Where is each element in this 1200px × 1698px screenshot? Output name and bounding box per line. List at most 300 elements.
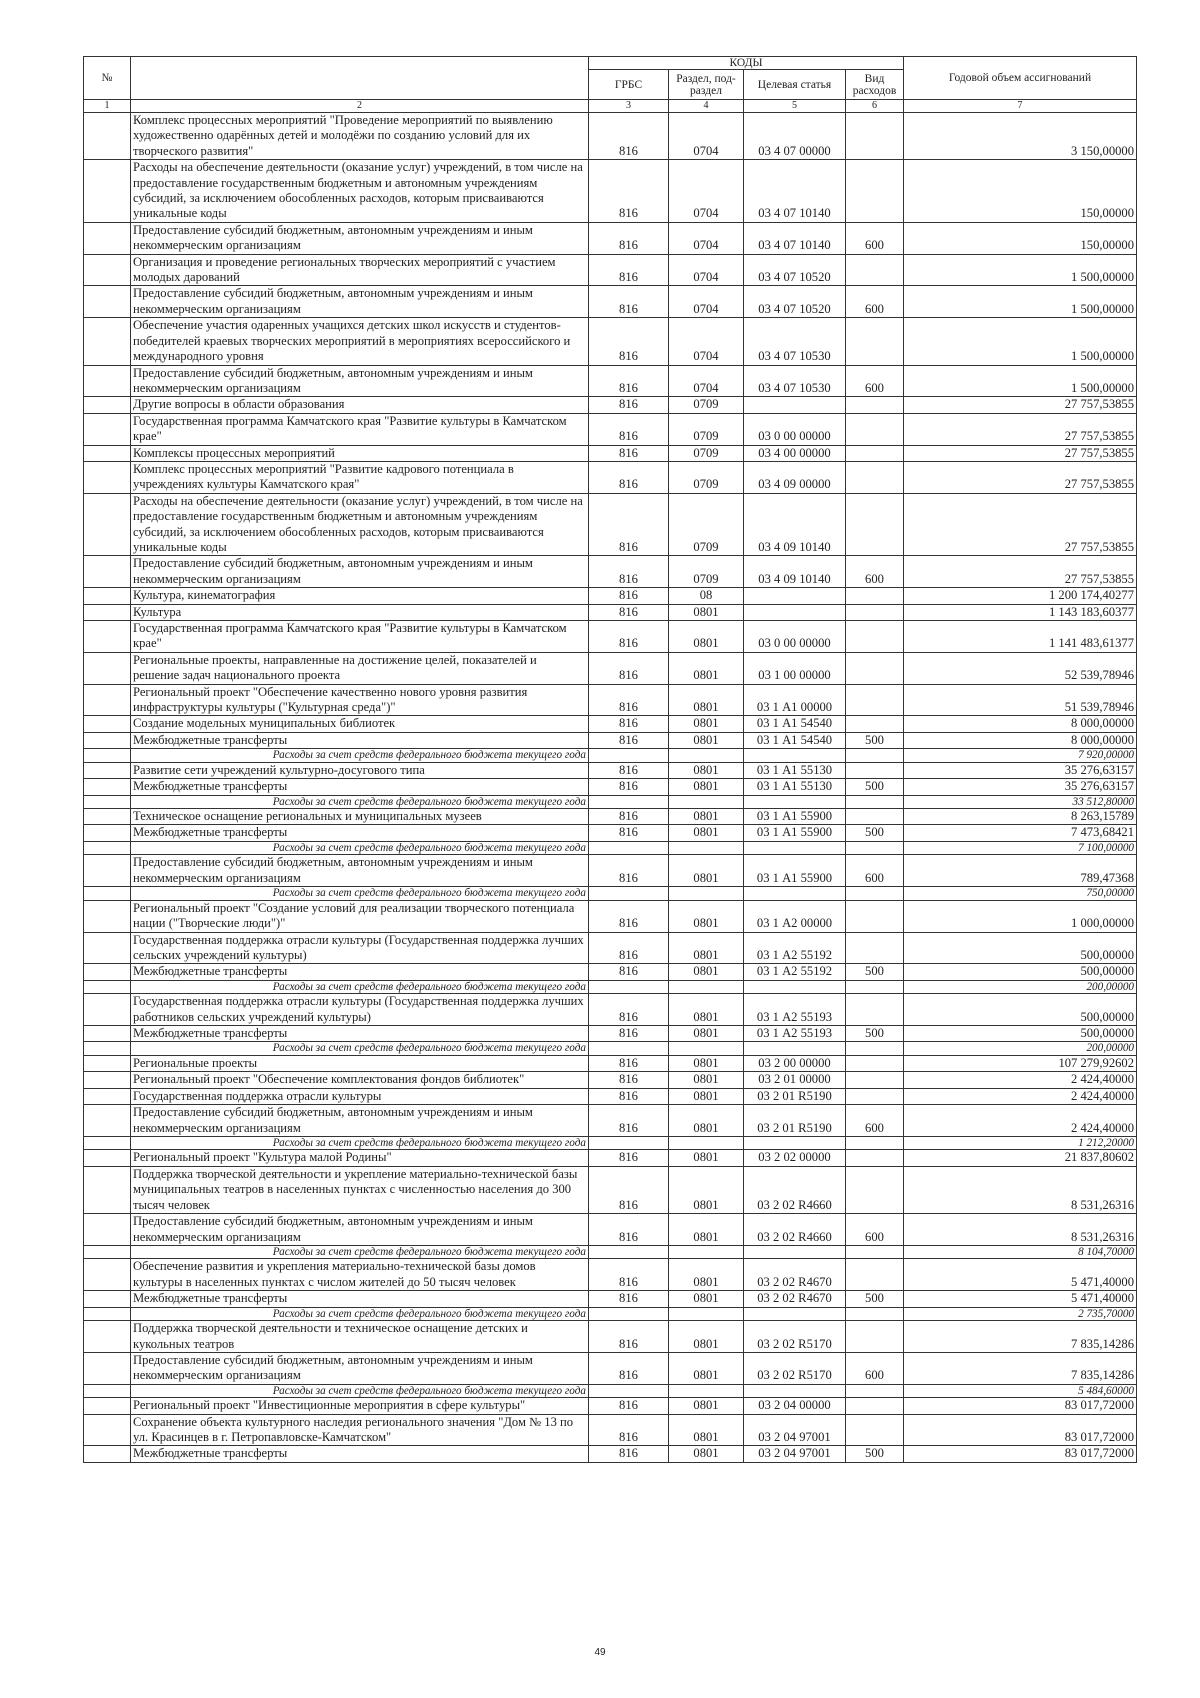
row-target-cell: 03 1 00 00000 [744, 652, 846, 684]
table-row [84, 1398, 1137, 1414]
federal-note-row [84, 887, 1137, 901]
column-index: 1 [84, 100, 131, 113]
row-amount-cell: 8 000,00000 [904, 716, 1137, 732]
row-section-cell: 0709 [669, 556, 744, 588]
row-grbs-cell: 816 [589, 286, 669, 318]
row-grbs-cell [589, 1384, 669, 1398]
row-name-cell: Региональный проект "Обеспечение качественно нового уровня развития инфраструктуры культуры ("Культурная среда")" [131, 684, 589, 716]
row-kind-cell [846, 994, 904, 1026]
row-grbs-cell: 816 [589, 684, 669, 716]
row-section-cell [669, 887, 744, 901]
header-codes: КОДЫ [589, 57, 904, 70]
row-grbs-cell [589, 1245, 669, 1259]
row-number-cell [84, 461, 131, 493]
row-name-cell: Расходы за счет средств федерального бюджета текущего года [131, 980, 589, 994]
row-grbs-cell: 816 [589, 318, 669, 365]
row-grbs-cell: 816 [589, 365, 669, 397]
row-grbs-cell: 816 [589, 113, 669, 160]
row-grbs-cell: 816 [589, 762, 669, 778]
row-name-cell: Межбюджетные трансферты [131, 732, 589, 748]
row-name-cell: Межбюджетные трансферты [131, 1446, 589, 1462]
row-target-cell: 03 0 00 00000 [744, 413, 846, 445]
row-name-cell: Другие вопросы в области образования [131, 397, 589, 413]
row-kind-cell [846, 604, 904, 620]
row-section-cell [669, 795, 744, 809]
table-row [84, 445, 1137, 461]
row-amount-cell: 7 835,14286 [904, 1321, 1137, 1353]
row-name-cell: Межбюджетные трансферты [131, 1026, 589, 1042]
federal-note-row [84, 1245, 1137, 1259]
table-row [84, 413, 1137, 445]
row-kind-cell: 500 [846, 1291, 904, 1307]
table-row [84, 825, 1137, 841]
row-section-cell: 08 [669, 588, 744, 604]
row-target-cell [744, 1136, 846, 1150]
row-amount-cell: 789,47368 [904, 855, 1137, 887]
header-kind: Вид расходов [846, 70, 904, 100]
row-section-cell [669, 1245, 744, 1259]
row-grbs-cell [589, 887, 669, 901]
row-number-cell [84, 113, 131, 160]
table-row [84, 365, 1137, 397]
row-target-cell: 03 2 02 R4660 [744, 1166, 846, 1213]
row-section-cell: 0801 [669, 604, 744, 620]
column-index: 2 [131, 100, 589, 113]
row-kind-cell [846, 493, 904, 556]
row-number-cell [84, 809, 131, 825]
row-section-cell: 0704 [669, 286, 744, 318]
table-row [84, 1166, 1137, 1213]
row-target-cell: 03 2 04 97001 [744, 1414, 846, 1446]
row-number-cell [84, 980, 131, 994]
row-kind-cell [846, 1088, 904, 1104]
row-name-cell: Предоставление субсидий бюджетным, автономным учреждениям и иным некоммерческим организациям [131, 855, 589, 887]
row-target-cell [744, 749, 846, 763]
table-row [84, 1259, 1137, 1291]
row-number-cell [84, 318, 131, 365]
row-number-cell [84, 493, 131, 556]
row-kind-cell: 500 [846, 732, 904, 748]
row-kind-cell: 600 [846, 365, 904, 397]
row-amount-cell: 500,00000 [904, 1026, 1137, 1042]
row-number-cell [84, 1055, 131, 1071]
row-section-cell: 0801 [669, 1259, 744, 1291]
row-section-cell: 0801 [669, 964, 744, 980]
header-annual-volume: Годовой объем ассигнований [904, 57, 1137, 100]
row-name-cell: Предоставление субсидий бюджетным, автономным учреждениям и иным некоммерческим организациям [131, 365, 589, 397]
federal-note-row [84, 1384, 1137, 1398]
row-kind-cell [846, 1136, 904, 1150]
row-name-cell: Расходы за счет средств федерального бюджета текущего года [131, 1384, 589, 1398]
row-number-cell [84, 887, 131, 901]
row-number-cell [84, 964, 131, 980]
row-name-cell: Предоставление субсидий бюджетным, автономным учреждениям и иным некоммерческим организациям [131, 286, 589, 318]
row-name-cell: Техническое оснащение региональных и муниципальных музеев [131, 809, 589, 825]
row-kind-cell [846, 841, 904, 855]
row-name-cell: Межбюджетные трансферты [131, 1291, 589, 1307]
row-grbs-cell: 816 [589, 732, 669, 748]
row-amount-cell: 500,00000 [904, 964, 1137, 980]
row-grbs-cell: 816 [589, 222, 669, 254]
row-number-cell [84, 445, 131, 461]
table-row [84, 1352, 1137, 1384]
row-target-cell: 03 4 09 00000 [744, 461, 846, 493]
row-section-cell: 0801 [669, 1105, 744, 1137]
table-row [84, 461, 1137, 493]
row-grbs-cell: 816 [589, 1026, 669, 1042]
row-target-cell: 03 4 07 10140 [744, 222, 846, 254]
row-name-cell: Организация и проведение региональных творческих мероприятий с участием молодых дарований [131, 254, 589, 286]
row-number-cell [84, 1321, 131, 1353]
row-grbs-cell: 816 [589, 994, 669, 1026]
row-number-cell [84, 556, 131, 588]
row-target-cell: 03 4 00 00000 [744, 445, 846, 461]
row-name-cell: Расходы за счет средств федерального бюджета текущего года [131, 887, 589, 901]
row-number-cell [84, 1214, 131, 1246]
row-number-cell [84, 779, 131, 795]
row-name-cell: Региональный проект "Культура малой Родины" [131, 1150, 589, 1166]
row-number-cell [84, 994, 131, 1026]
federal-note-row [84, 1307, 1137, 1321]
row-name-cell: Расходы за счет средств федерального бюджета текущего года [131, 749, 589, 763]
row-kind-cell [846, 749, 904, 763]
row-number-cell [84, 621, 131, 653]
row-target-cell: 03 2 01 R5190 [744, 1105, 846, 1137]
table-body [84, 113, 1137, 1463]
row-section-cell: 0801 [669, 1026, 744, 1042]
row-section-cell [669, 1384, 744, 1398]
row-name-cell: Региональные проекты [131, 1055, 589, 1071]
row-section-cell: 0801 [669, 1352, 744, 1384]
row-number-cell [84, 1026, 131, 1042]
row-amount-cell: 27 757,53855 [904, 493, 1137, 556]
row-target-cell [744, 841, 846, 855]
row-name-cell: Культура, кинематография [131, 588, 589, 604]
row-grbs-cell: 816 [589, 825, 669, 841]
row-grbs-cell: 816 [589, 932, 669, 964]
row-target-cell: 03 1 А1 55130 [744, 779, 846, 795]
table-row [84, 604, 1137, 620]
row-kind-cell [846, 795, 904, 809]
row-grbs-cell [589, 1136, 669, 1150]
row-target-cell [744, 795, 846, 809]
table-row [84, 254, 1137, 286]
row-name-cell: Государственная поддержка отрасли культуры [131, 1088, 589, 1104]
row-kind-cell: 500 [846, 964, 904, 980]
row-kind-cell: 600 [846, 1352, 904, 1384]
table-row [84, 160, 1137, 223]
row-name-cell: Развитие сети учреждений культурно-досугового типа [131, 762, 589, 778]
row-section-cell: 0801 [669, 855, 744, 887]
row-section-cell: 0801 [669, 932, 744, 964]
row-target-cell: 03 4 07 10530 [744, 365, 846, 397]
table-row [84, 900, 1137, 932]
row-amount-cell: 150,00000 [904, 160, 1137, 223]
row-target-cell: 03 1 А1 55130 [744, 762, 846, 778]
row-amount-cell: 52 539,78946 [904, 652, 1137, 684]
federal-note-row [84, 795, 1137, 809]
row-name-cell: Региональный проект "Инвестиционные мероприятия в сфере культуры" [131, 1398, 589, 1414]
row-name-cell: Региональные проекты, направленные на достижение целей, показателей и решение задач национального проекта [131, 652, 589, 684]
federal-note-row [84, 1136, 1137, 1150]
row-number-cell [84, 932, 131, 964]
column-index: 3 [589, 100, 669, 113]
row-amount-cell: 83 017,72000 [904, 1414, 1137, 1446]
header-name [131, 57, 589, 100]
table-row [84, 809, 1137, 825]
row-kind-cell [846, 716, 904, 732]
row-section-cell: 0704 [669, 318, 744, 365]
row-section-cell: 0801 [669, 1414, 744, 1446]
row-number-cell [84, 1136, 131, 1150]
row-amount-cell: 500,00000 [904, 932, 1137, 964]
row-amount-cell: 1 500,00000 [904, 286, 1137, 318]
table-row [84, 652, 1137, 684]
row-section-cell: 0801 [669, 1321, 744, 1353]
row-target-cell: 03 2 02 R5170 [744, 1321, 846, 1353]
row-amount-cell: 107 279,92602 [904, 1055, 1137, 1071]
row-name-cell: Расходы за счет средств федерального бюджета текущего года [131, 1042, 589, 1056]
row-grbs-cell: 816 [589, 855, 669, 887]
row-kind-cell: 600 [846, 222, 904, 254]
row-amount-cell: 27 757,53855 [904, 556, 1137, 588]
row-number-cell [84, 732, 131, 748]
row-number-cell [84, 1352, 131, 1384]
row-name-cell: Расходы на обеспечение деятельности (оказание услуг) учреждений, в том числе на предоставление государственным бюджетным и автономным учреждениям субсидий, за исключением обособленных расходов, которым присваиваются уникальные коды [131, 160, 589, 223]
row-amount-cell: 7 473,68421 [904, 825, 1137, 841]
column-index: 5 [744, 100, 846, 113]
row-target-cell: 03 2 04 00000 [744, 1398, 846, 1414]
row-name-cell: Государственная поддержка отрасли культуры (Государственная поддержка лучших сельских учреждений культуры) [131, 932, 589, 964]
row-name-cell: Межбюджетные трансферты [131, 825, 589, 841]
row-grbs-cell: 816 [589, 809, 669, 825]
row-grbs-cell: 816 [589, 1291, 669, 1307]
row-name-cell: Комплекс процессных мероприятий "Развитие кадрового потенциала в учреждениях культуры Камчатского края" [131, 461, 589, 493]
row-target-cell: 03 2 02 00000 [744, 1150, 846, 1166]
row-section-cell: 0801 [669, 684, 744, 716]
row-grbs-cell: 816 [589, 588, 669, 604]
row-grbs-cell: 816 [589, 1259, 669, 1291]
row-section-cell: 0704 [669, 222, 744, 254]
table-row [84, 779, 1137, 795]
row-section-cell: 0704 [669, 254, 744, 286]
row-name-cell: Предоставление субсидий бюджетным, автономным учреждениям и иным некоммерческим организациям [131, 1105, 589, 1137]
row-number-cell [84, 716, 131, 732]
column-index: 4 [669, 100, 744, 113]
row-amount-cell: 5 471,40000 [904, 1291, 1137, 1307]
row-kind-cell: 600 [846, 1105, 904, 1137]
row-section-cell: 0801 [669, 994, 744, 1026]
table-row [84, 621, 1137, 653]
row-amount-cell: 83 017,72000 [904, 1398, 1137, 1414]
row-amount-cell: 7 920,00000 [904, 749, 1137, 763]
row-section-cell: 0801 [669, 1291, 744, 1307]
table-row [84, 684, 1137, 716]
row-number-cell [84, 413, 131, 445]
row-grbs-cell [589, 841, 669, 855]
row-kind-cell [846, 318, 904, 365]
row-section-cell: 0709 [669, 397, 744, 413]
row-amount-cell: 750,00000 [904, 887, 1137, 901]
row-section-cell: 0801 [669, 621, 744, 653]
row-number-cell [84, 825, 131, 841]
row-grbs-cell: 816 [589, 397, 669, 413]
row-number-cell [84, 1166, 131, 1213]
row-grbs-cell: 816 [589, 1321, 669, 1353]
row-section-cell: 0704 [669, 365, 744, 397]
row-target-cell: 03 1 А1 00000 [744, 684, 846, 716]
row-name-cell: Предоставление субсидий бюджетным, автономным учреждениям и иным некоммерческим организациям [131, 556, 589, 588]
row-section-cell: 0801 [669, 652, 744, 684]
row-target-cell: 03 1 А2 00000 [744, 900, 846, 932]
row-number-cell [84, 1150, 131, 1166]
row-grbs-cell: 816 [589, 1088, 669, 1104]
row-section-cell: 0801 [669, 1214, 744, 1246]
table-row [84, 964, 1137, 980]
table-row [84, 932, 1137, 964]
row-section-cell: 0801 [669, 825, 744, 841]
row-kind-cell [846, 1072, 904, 1088]
table-row [84, 1088, 1137, 1104]
row-target-cell: 03 2 02 R5170 [744, 1352, 846, 1384]
row-number-cell [84, 1307, 131, 1321]
budget-table-sheet [83, 56, 1136, 1463]
row-kind-cell [846, 1259, 904, 1291]
row-name-cell: Сохранение объекта культурного наследия регионального значения "Дом № 13 по ул. Красинцев в г. Петропавловске-Камчатском" [131, 1414, 589, 1446]
row-number-cell [84, 1042, 131, 1056]
row-kind-cell [846, 397, 904, 413]
row-name-cell: Государственная поддержка отрасли культуры (Государственная поддержка лучших работников сельских учреждений культуры) [131, 994, 589, 1026]
table-row [84, 1446, 1137, 1462]
table-row [84, 1150, 1137, 1166]
header-target: Целевая статья [744, 70, 846, 100]
row-amount-cell: 2 424,40000 [904, 1072, 1137, 1088]
row-section-cell [669, 749, 744, 763]
row-target-cell: 03 1 А1 55900 [744, 855, 846, 887]
row-amount-cell: 1 500,00000 [904, 254, 1137, 286]
row-kind-cell: 600 [846, 286, 904, 318]
row-grbs-cell: 816 [589, 652, 669, 684]
row-kind-cell [846, 1307, 904, 1321]
column-index: 6 [846, 100, 904, 113]
row-target-cell [744, 980, 846, 994]
row-grbs-cell: 816 [589, 1166, 669, 1213]
row-amount-cell: 2 424,40000 [904, 1105, 1137, 1137]
row-kind-cell [846, 461, 904, 493]
row-grbs-cell: 816 [589, 1055, 669, 1071]
row-number-cell [84, 365, 131, 397]
row-amount-cell: 8 263,15789 [904, 809, 1137, 825]
row-kind-cell [846, 1245, 904, 1259]
row-amount-cell: 200,00000 [904, 1042, 1137, 1056]
column-index: 7 [904, 100, 1137, 113]
row-grbs-cell: 816 [589, 254, 669, 286]
row-section-cell: 0801 [669, 1446, 744, 1462]
row-number-cell [84, 222, 131, 254]
row-kind-cell [846, 413, 904, 445]
row-kind-cell [846, 445, 904, 461]
row-name-cell: Региональный проект "Создание условий для реализации творческого потенциала нации ("Творческие люди")" [131, 900, 589, 932]
row-kind-cell [846, 932, 904, 964]
row-kind-cell [846, 1166, 904, 1213]
row-grbs-cell: 816 [589, 160, 669, 223]
row-amount-cell: 8 104,70000 [904, 1245, 1137, 1259]
row-amount-cell: 27 757,53855 [904, 445, 1137, 461]
table-row [84, 1055, 1137, 1071]
row-grbs-cell: 816 [589, 413, 669, 445]
row-target-cell: 03 1 А2 55193 [744, 1026, 846, 1042]
row-section-cell: 0801 [669, 1150, 744, 1166]
row-amount-cell: 35 276,63157 [904, 762, 1137, 778]
row-kind-cell: 500 [846, 1026, 904, 1042]
row-name-cell: Государственная программа Камчатского края "Развитие культуры в Камчатском крае" [131, 413, 589, 445]
row-name-cell: Комплексы процессных мероприятий [131, 445, 589, 461]
row-amount-cell: 1 141 483,61377 [904, 621, 1137, 653]
row-target-cell [744, 1245, 846, 1259]
row-target-cell: 03 2 02 R4670 [744, 1259, 846, 1291]
row-name-cell: Предоставление субсидий бюджетным, автономным учреждениям и иным некоммерческим организациям [131, 1352, 589, 1384]
row-target-cell [744, 1042, 846, 1056]
row-name-cell: Обеспечение участия одаренных учащихся детских школ искусств и студентов-победителей краевых творческих мероприятий в мероприятиях всероссийского и международного уровня [131, 318, 589, 365]
row-kind-cell: 600 [846, 855, 904, 887]
row-target-cell: 03 2 01 R5190 [744, 1088, 846, 1104]
row-amount-cell: 1 212,20000 [904, 1136, 1137, 1150]
row-section-cell [669, 841, 744, 855]
row-kind-cell: 600 [846, 1214, 904, 1246]
row-kind-cell [846, 1055, 904, 1071]
row-name-cell: Расходы за счет средств федерального бюджета текущего года [131, 795, 589, 809]
row-target-cell: 03 1 А2 55192 [744, 964, 846, 980]
row-name-cell: Создание модельных муниципальных библиотек [131, 716, 589, 732]
row-grbs-cell [589, 1042, 669, 1056]
federal-note-row [84, 841, 1137, 855]
row-name-cell: Межбюджетные трансферты [131, 964, 589, 980]
row-number-cell [84, 604, 131, 620]
row-section-cell: 0801 [669, 1166, 744, 1213]
row-kind-cell [846, 1398, 904, 1414]
row-number-cell [84, 1245, 131, 1259]
row-name-cell: Обеспечение развития и укрепления материально-технической базы домов культуры в населенных пунктах с числом жителей до 50 тысяч человек [131, 1259, 589, 1291]
row-name-cell: Культура [131, 604, 589, 620]
row-number-cell [84, 652, 131, 684]
row-grbs-cell [589, 749, 669, 763]
row-section-cell: 0709 [669, 445, 744, 461]
row-target-cell [744, 1384, 846, 1398]
row-kind-cell [846, 887, 904, 901]
row-section-cell: 0801 [669, 809, 744, 825]
row-grbs-cell [589, 980, 669, 994]
row-name-cell: Комплекс процессных мероприятий "Проведение мероприятий по выявлению художественно одарённых детей и молодёжи по созданию условий для их творческого развития" [131, 113, 589, 160]
row-kind-cell [846, 113, 904, 160]
row-amount-cell: 150,00000 [904, 222, 1137, 254]
row-number-cell [84, 855, 131, 887]
row-grbs-cell: 816 [589, 1150, 669, 1166]
row-kind-cell: 500 [846, 825, 904, 841]
column-index-row [84, 100, 1137, 113]
table-row [84, 318, 1137, 365]
header-number: № [84, 57, 131, 100]
row-amount-cell: 8 000,00000 [904, 732, 1137, 748]
row-grbs-cell: 816 [589, 1398, 669, 1414]
row-section-cell: 0801 [669, 1088, 744, 1104]
row-amount-cell: 1 000,00000 [904, 900, 1137, 932]
header-section: Раздел, под-раздел [669, 70, 744, 100]
row-target-cell: 03 2 04 97001 [744, 1446, 846, 1462]
row-section-cell: 0801 [669, 1398, 744, 1414]
row-kind-cell [846, 900, 904, 932]
table-row [84, 716, 1137, 732]
row-kind-cell [846, 809, 904, 825]
